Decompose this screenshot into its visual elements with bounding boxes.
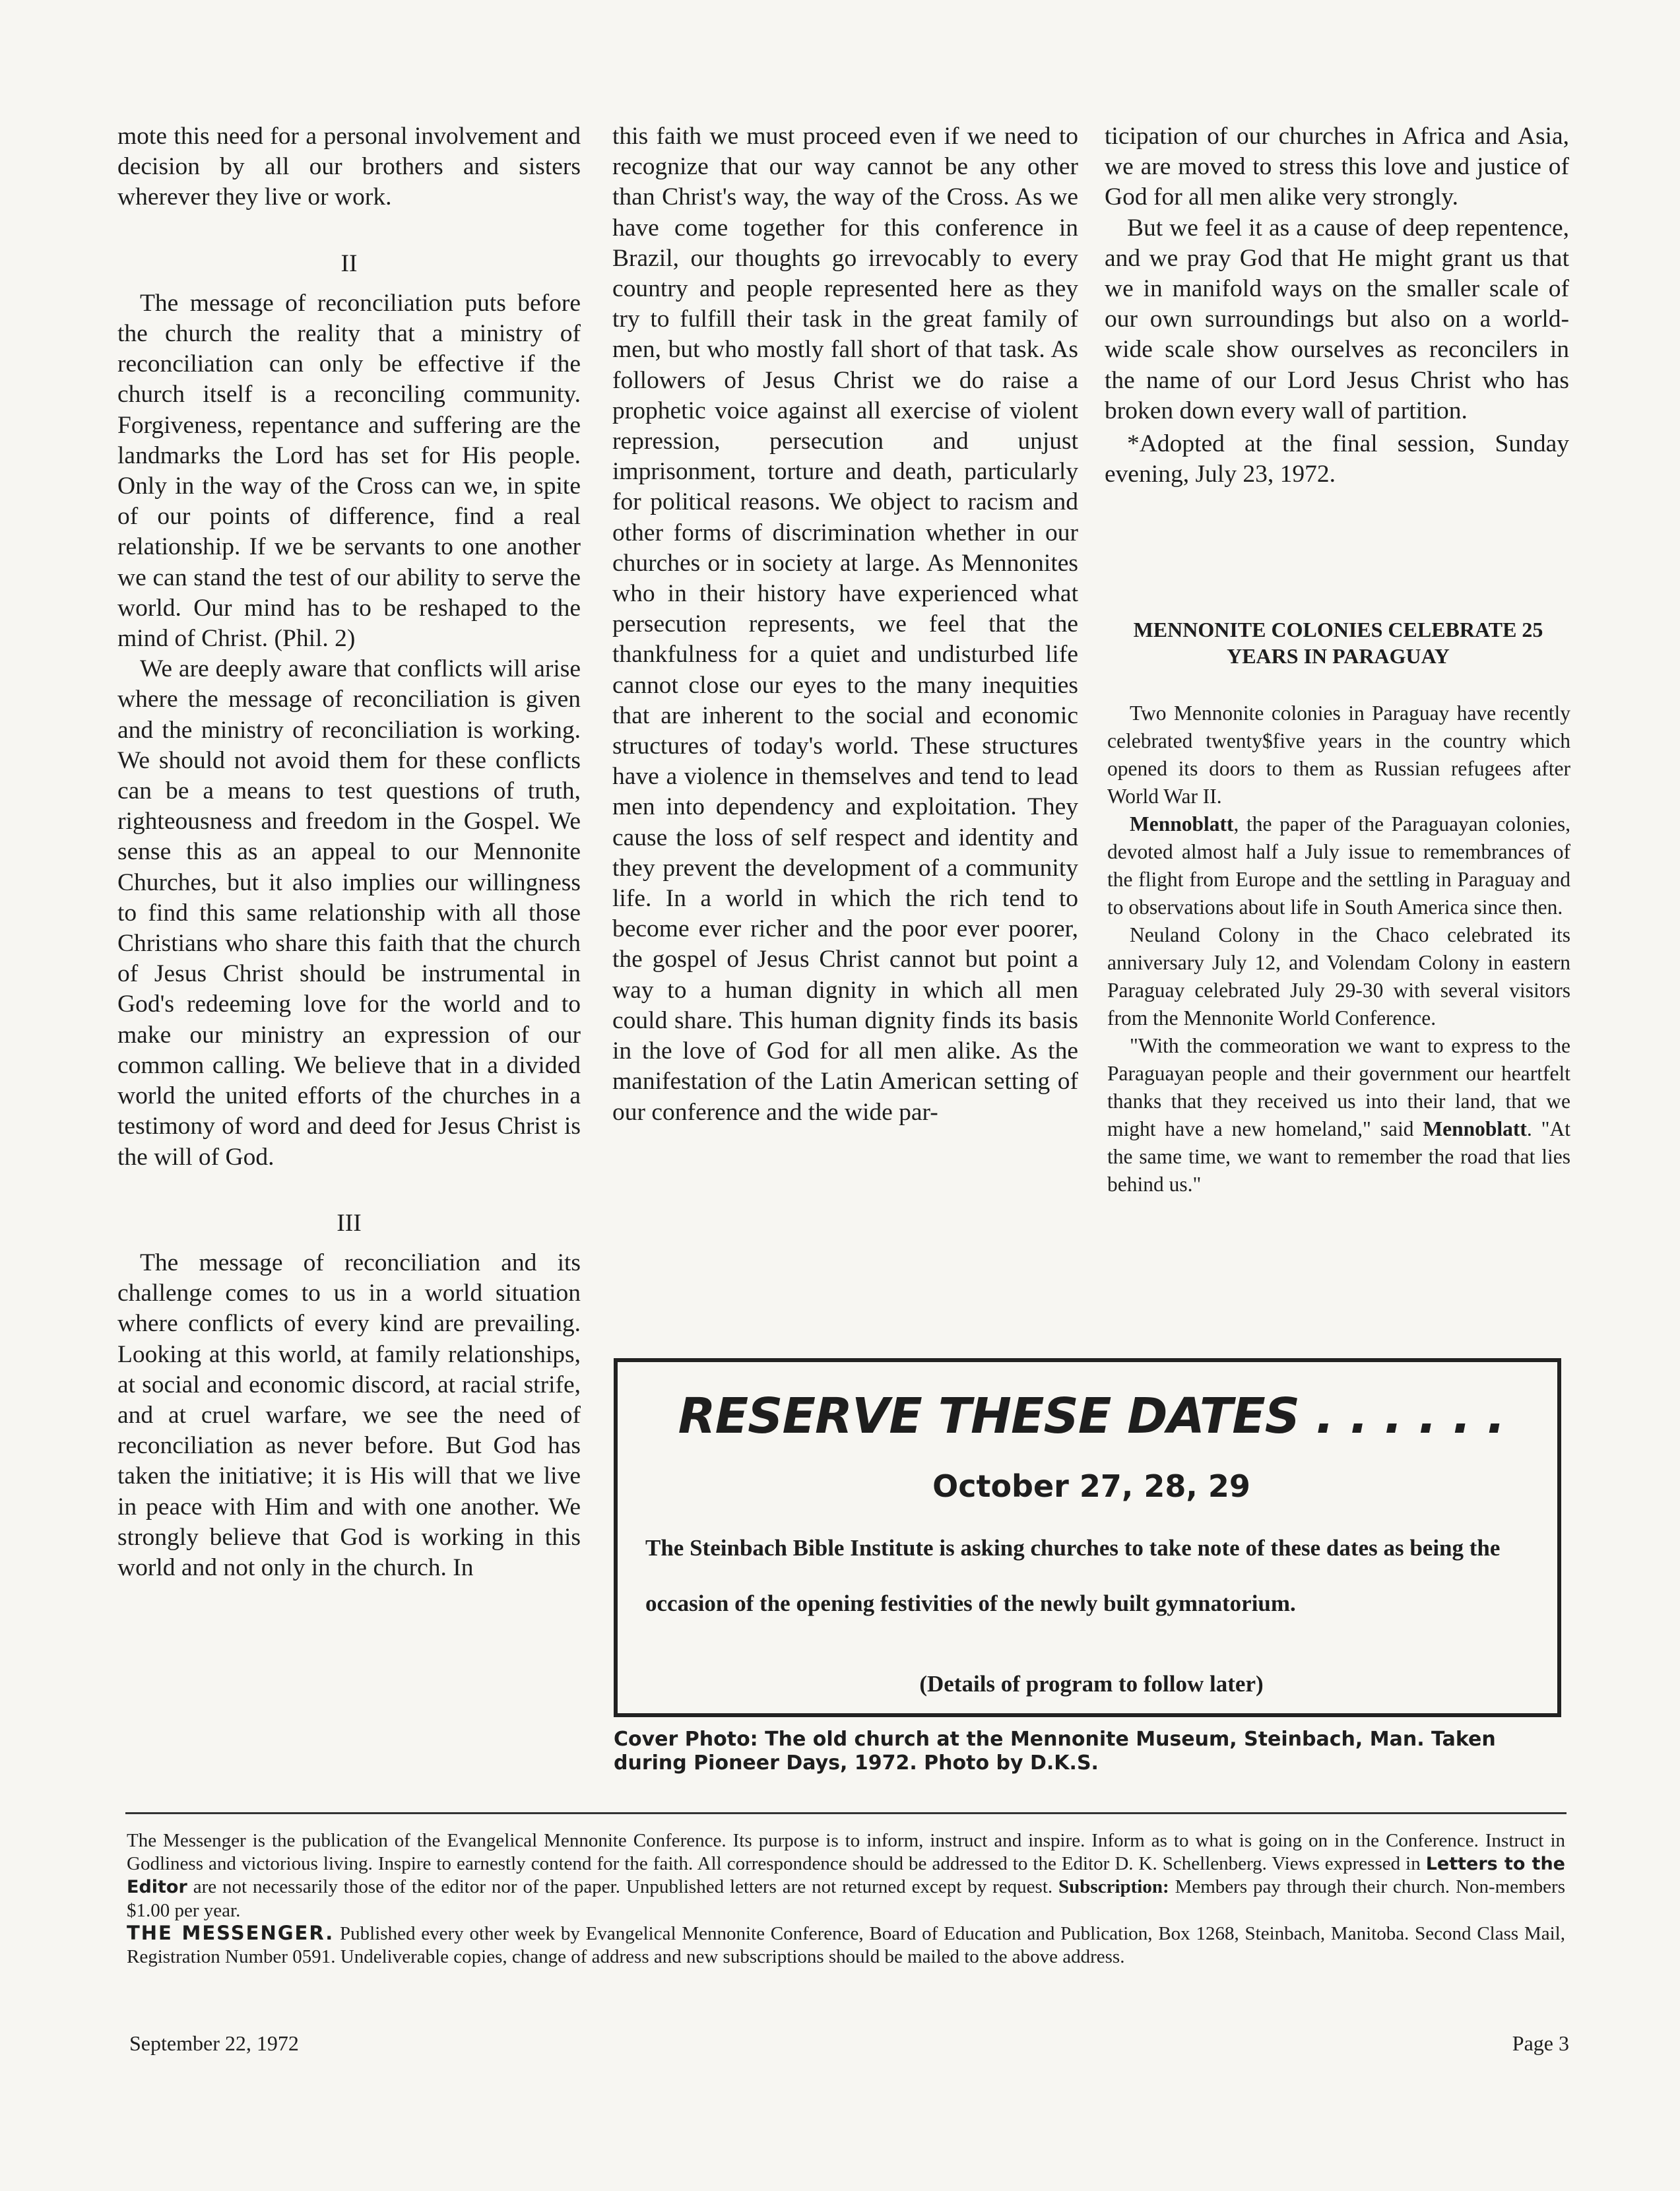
news-quote-part-2: . "At the same time, we want to remember the road that lies behind us." xyxy=(1107,1117,1571,1196)
section-heading-3: III xyxy=(337,1209,362,1237)
article-intro: mote this need for a personal involvement and decision by all our brothers and sisters wherever they live or work. xyxy=(117,123,581,211)
section-3-paragraph-1: The message of reconciliation and its challenge comes to us in a world situation where conflicts of every kind are prevailing. Looking at this world, at family relationships, at social and economic discord, at racial strife, and at cruel warfare, we see the need of reconciliation as never before. But God has taken the initiative; it is His will that we live in peace with Him and with one another. We strongly believe that God is working in this world and not only in the church. In xyxy=(117,1249,581,1581)
masthead-divider xyxy=(125,1812,1567,1814)
news-quote-part-1: "With the commeoration we want to express to the Paraguayan people and their government our heartfelt thanks that they received us into their land, that we might have a new homeland," said xyxy=(1107,1034,1570,1140)
reserve-body: The Steinbach Bible Institute is asking churches to take note of these dates as being the occasion of the opening festivities of the newly built gymnatorium. xyxy=(645,1535,1501,1616)
letters-label: Letters to the Editor xyxy=(127,1853,1565,1897)
publication-details: Published every other week by Evangelical Mennonite Conference, Board of Education and Publication, Box 1268, Steinbach, Manitoba. Second Class Mail, Registration Number 0591. Undeliverable copies, change of address and new subscriptions should be mailed to the above address. xyxy=(127,1923,1565,1967)
page-number: Page 3 xyxy=(1512,2031,1569,2055)
article-column-3 xyxy=(1105,121,1569,490)
reserve-details: (Details of program to follow later) xyxy=(919,1671,1264,1697)
masthead-statement-c: Members pay through their church. Non-members $1.00 per year. xyxy=(127,1876,1565,1921)
news-paragraph-2 xyxy=(1107,810,1570,921)
subscription-label: Subscription: xyxy=(1058,1876,1169,1897)
news-paragraph-4 xyxy=(1107,1032,1570,1198)
publication-title: THE MESSENGER. xyxy=(127,1922,335,1944)
section-heading-2: II xyxy=(340,249,358,277)
adoption-note: *Adopted at the final session, Sunday evening, July 23, 1972. xyxy=(1105,430,1569,488)
article-continuation: this faith we must proceed even if we need to recognize that our way cannot be any other than Christ's way, the way of the Cross. As we have come together for this conference in Brazil, our thoughts go irrevocably to every country and people represented here as they try to fulfill their task in the great family of men, but who mostly fall short of that task. As followers of Jesus Christ we do raise a prophetic voice against all exercise of violent repression, persecution and unjust imprisonment, torture and death, particularly for political reasons. We object to racism and other forms of discrimination whether in our churches or in society at large. As Mennonites who in their history have experienced what persecution represents, we feel that the thankfulness for a quiet and undisturbed life cannot close our eyes to the many inequities that are inherent to the social and economic structures of today's world. These structures have a violence in themselves and tend to lead men into dependency and exploitation. They cause the loss of self respect and identity and they prevent the development of a community life. In a world in which the rich tend to become ever richer and the poor ever poorer, the gospel of Jesus Christ cannot but point a way to a human dignity in which all men could share. This human dignity finds its basis in the love of God for all men alike. As the manifestation of the Latin American setting of our conference and the wide par- xyxy=(612,123,1078,1126)
news-article xyxy=(1107,700,1570,1198)
publication-name-2: Mennoblatt xyxy=(1423,1117,1527,1140)
news-paragraph-3: Neuland Colony in the Chaco celebrated its anniversary July 12, and Volendam Colony in eastern Paraguay celebrated July 29-30 with several visitors from the Mennonite World Conference. xyxy=(1107,923,1570,1030)
masthead-publication xyxy=(127,1922,1565,1968)
article-continuation-2: ticipation of our churches in Africa and Asia, we are moved to stress this love and justice of God for all men alike very strongly. xyxy=(1105,123,1569,211)
masthead-statement-b: are not necessarily those of the editor nor of the paper. Unpublished letters are not returned except by request. xyxy=(187,1876,1059,1897)
section-2-paragraph-1: The message of reconciliation puts before the church the reality that a ministry of reconciliation can only be effective if the church itself is a reconciling community. Forgiveness, repentance and suffering are the landmarks the Lord has set for His people. Only in the way of the Cross can we, in spite of our points of difference, find a real relationship. If we be servants to one another we can stand the test of our ability to serve the world. Our mind has to be reshaped to the mind of Christ. (Phil. 2) xyxy=(117,289,581,653)
publication-name: Mennoblatt xyxy=(1130,812,1234,835)
reserve-dates: October 27, 28, 29 xyxy=(932,1468,1250,1504)
masthead-statement xyxy=(127,1829,1565,1922)
news-paragraph-2-text: , the paper of the Paraguayan colonies, devoted almost half a July issue to remembrances of the flight from Europe and the settling in Paraguay and to observations about life in South America since then. xyxy=(1107,812,1570,919)
masthead-statement-a: The Messenger is the publication of the Evangelical Mennonite Conference. Its purpose is to inform, instruct and inspire. Inform as to what is going on in the Conference. Instruct in Godliness and victorious living. Inspire to earnestly contend for the faith. All correspondence should be addressed to the Editor D. K. Schellenberg. Views expressed in xyxy=(127,1830,1565,1874)
issue-date: September 22, 1972 xyxy=(129,2031,299,2055)
cover-photo-caption: Cover Photo: The old church at the Mennonite Museum, Steinbach, Man. Taken during Pioneer Days, 1972. Photo by D.K.S. xyxy=(614,1728,1496,1775)
article-column-1 xyxy=(117,121,581,1583)
news-headline: MENNONITE COLONIES CELEBRATE 25 YEARS IN PARAGUAY xyxy=(1133,618,1543,668)
reserve-dates-box xyxy=(614,1358,1561,1717)
masthead-block xyxy=(127,1829,1565,1968)
news-paragraph-1: Two Mennonite colonies in Paraguay have recently celebrated twenty$five years in the country which opened its doors to them as Russian refugees after World War II. xyxy=(1107,702,1570,808)
article-column-2 xyxy=(612,121,1078,1128)
article-paragraph-closing: But we feel it as a cause of deep repentence, and we pray God that He might grant us that we in manifold ways on the smaller scale of our own surroundings but also on a world-wide scale show ourselves as reconcilers in the name of our Lord Jesus Christ who has broken down every wall of partition. xyxy=(1105,214,1569,424)
reserve-title: RESERVE THESE DATES . . . . . . xyxy=(678,1388,1505,1445)
section-2-paragraph-2: We are deeply aware that conflicts will arise where the message of reconciliation is given and the ministry of reconciliation is working. We should not avoid them for these conflicts can be a means to test questions of truth, righteousness and freedom in the Gospel. We sense this as an appeal to our Mennonite Churches, but it also implies our willingness to find this same relationship with all those Christians who share this faith that the church of Jesus Christ should be instrumental in God's redeeming love for the world and to make our ministry an expression of our common calling. We believe that in a divided world the united efforts of the churches in a testimony of word and deed for Jesus Christ is the will of God. xyxy=(117,655,581,1171)
